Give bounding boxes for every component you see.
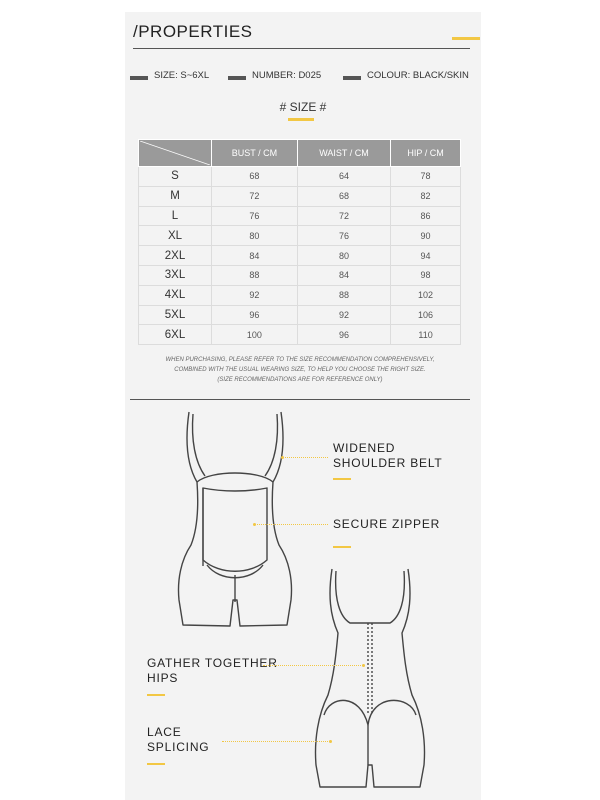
feature-shoulder-belt: [333, 441, 443, 471]
hip-cell: 78: [391, 167, 461, 187]
table-row: [139, 226, 461, 246]
bodysuit-front-illustration: [175, 410, 295, 635]
table-header-row: [139, 140, 461, 167]
table-row: [139, 206, 461, 226]
bust-cell: 100: [212, 325, 298, 345]
feature-secure-zipper: [333, 517, 440, 532]
size-cell: 3XL: [139, 265, 212, 285]
title-rule: [133, 48, 470, 49]
size-cell: 5XL: [139, 305, 212, 325]
size-heading-accent: [288, 118, 314, 121]
size-cell: S: [139, 167, 212, 187]
property-size-text: SIZE: S~6XL: [154, 70, 210, 81]
size-cell: L: [139, 206, 212, 226]
feature-text: SECURE ZIPPER: [333, 517, 441, 531]
leader-line: [255, 524, 328, 525]
leader-line: [222, 741, 330, 742]
property-number-text: NUMBER: D025: [252, 70, 322, 81]
feature-text: WIDENED: [333, 441, 396, 455]
hip-cell: 110: [391, 325, 461, 345]
leader-dot: [281, 456, 284, 459]
feature-text: HIPS: [147, 671, 179, 685]
waist-cell: 80: [297, 246, 390, 266]
size-cell: 2XL: [139, 246, 212, 266]
leader-line: [263, 665, 363, 666]
bust-cell: 76: [212, 206, 298, 226]
feature-accent: [333, 478, 351, 480]
table-row: [139, 325, 461, 345]
feature-text: SPLICING: [147, 740, 210, 754]
hip-cell: 102: [391, 285, 461, 305]
feature-accent: [333, 546, 351, 548]
waist-cell: 92: [297, 305, 390, 325]
table-row: [139, 167, 461, 187]
bodysuit-back-illustration: [310, 565, 430, 793]
leader-line: [283, 457, 328, 458]
size-heading: # SIZE #: [279, 100, 327, 114]
column-header-waist: WAIST / CM: [297, 140, 390, 167]
feature-gather-hips: [147, 656, 278, 686]
table-row: [139, 246, 461, 266]
bust-cell: 68: [212, 167, 298, 187]
feature-lace-splicing: [147, 725, 209, 755]
column-header-hip: HIP / CM: [391, 140, 461, 167]
bust-cell: 80: [212, 226, 298, 246]
size-note: [140, 355, 460, 385]
leader-dot: [253, 523, 256, 526]
waist-cell: 88: [297, 285, 390, 305]
title-accent: [452, 37, 480, 40]
note-line: (SIZE RECOMMENDATIONS ARE FOR REFERENCE ONLY): [217, 377, 383, 383]
bust-cell: 92: [212, 285, 298, 305]
leader-dot: [329, 740, 332, 743]
waist-cell: 84: [297, 265, 390, 285]
hip-cell: 98: [391, 265, 461, 285]
waist-cell: 96: [297, 325, 390, 345]
table-row: [139, 186, 461, 206]
hip-cell: 82: [391, 186, 461, 206]
table-corner-cell: [139, 140, 212, 167]
waist-cell: 68: [297, 186, 390, 206]
waist-cell: 64: [297, 167, 390, 187]
size-cell: XL: [139, 226, 212, 246]
feature-text: LACE: [147, 725, 182, 739]
feature-accent: [147, 763, 165, 765]
bullet-bar: [343, 76, 361, 80]
bust-cell: 72: [212, 186, 298, 206]
table-row: [139, 305, 461, 325]
column-header-bust: BUST / CM: [212, 140, 298, 167]
leader-dot: [362, 664, 365, 667]
size-table: [138, 139, 461, 345]
bust-cell: 96: [212, 305, 298, 325]
bust-cell: 84: [212, 246, 298, 266]
waist-cell: 72: [297, 206, 390, 226]
hip-cell: 86: [391, 206, 461, 226]
note-line: COMBINED WITH THE USUAL WEARING SIZE, TO HELP YOU CHOOSE THE RIGHT SIZE.: [174, 367, 426, 373]
size-cell: 6XL: [139, 325, 212, 345]
feature-accent: [147, 694, 165, 696]
bust-cell: 88: [212, 265, 298, 285]
size-cell: 4XL: [139, 285, 212, 305]
property-size: [130, 70, 209, 81]
hip-cell: 106: [391, 305, 461, 325]
section-title: /PROPERTIES: [133, 22, 253, 41]
note-line: WHEN PURCHASING, PLEASE REFER TO THE SIZE RECOMMENDATION COMPREHENSIVELY,: [165, 357, 435, 363]
feature-text: GATHER TOGETHER: [147, 656, 278, 670]
hip-cell: 94: [391, 246, 461, 266]
bullet-bar: [228, 76, 246, 80]
hip-cell: 90: [391, 226, 461, 246]
diagonal-line-icon: [140, 141, 210, 165]
feature-text: SHOULDER BELT: [333, 456, 443, 470]
waist-cell: 76: [297, 226, 390, 246]
property-colour: [343, 70, 469, 81]
property-colour-text: COLOUR: BLACK/SKIN: [367, 70, 469, 81]
bullet-bar: [130, 76, 148, 80]
table-row: [139, 285, 461, 305]
table-row: [139, 265, 461, 285]
property-number: [228, 70, 321, 81]
size-cell: M: [139, 186, 212, 206]
section-divider: [130, 399, 470, 400]
